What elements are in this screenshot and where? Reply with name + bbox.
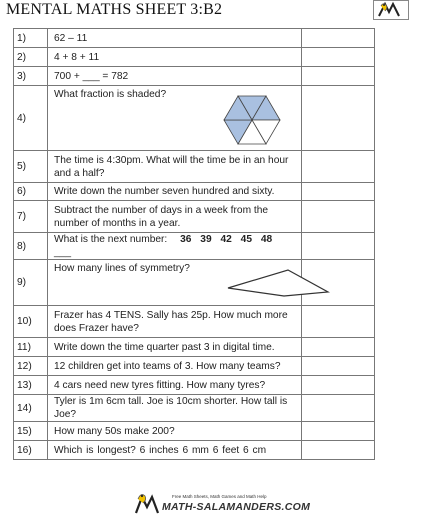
answer-box[interactable] — [302, 338, 375, 357]
salamander-logo-icon — [373, 0, 409, 20]
footer-site-name: MATH-SALAMANDERS.COM — [162, 501, 311, 513]
question-number: 8) — [14, 233, 48, 260]
question-cell — [48, 86, 302, 151]
worksheet-title: MENTAL MATHS SHEET 3:B2 — [6, 1, 223, 18]
question-cell — [48, 233, 302, 260]
question-text: 700 + ___ = 782 — [48, 67, 302, 86]
question-row — [14, 357, 375, 376]
question-text: 12 children get into teams of 3. How many teams? — [48, 357, 302, 376]
answer-box[interactable] — [302, 29, 375, 48]
question-number: 11) — [14, 338, 48, 357]
question-text: Write down the time quarter past 3 in digital time. — [48, 338, 302, 357]
sequence-number: 45 — [240, 234, 252, 245]
answer-box[interactable] — [302, 441, 375, 460]
question-number: 9) — [14, 260, 48, 306]
question-row — [14, 86, 375, 151]
question-row — [14, 151, 375, 183]
question-number: 16) — [14, 441, 48, 460]
question-text: Subtract the number of days in a week from the number of months in a year. — [48, 201, 302, 233]
question-text: Tyler is 1m 6cm tall. Joe is 10cm shorter. How tall is Joe? — [48, 395, 302, 422]
answer-box[interactable] — [302, 151, 375, 183]
question-row — [14, 441, 375, 460]
question-number: 4) — [14, 86, 48, 151]
question-number: 10) — [14, 306, 48, 338]
question-row — [14, 48, 375, 67]
question-number: 7) — [14, 201, 48, 233]
question-row — [14, 338, 375, 357]
question-number: 2) — [14, 48, 48, 67]
question-text: The time is 4:30pm. What will the time be in an hour and a half? — [48, 151, 302, 183]
answer-box[interactable] — [302, 48, 375, 67]
question-text: Which is longest? 6 inches 6 mm 6 feet 6 cm — [48, 441, 302, 460]
footer-tagline: Free Math Sheets, Math Games and Math Help — [172, 494, 267, 499]
question-row — [14, 233, 375, 260]
question-row — [14, 376, 375, 395]
sequence-number: 48 — [260, 234, 273, 245]
hexagon-figure — [220, 92, 284, 148]
question-row — [14, 422, 375, 441]
question-row — [14, 183, 375, 201]
sequence-blank: ___ — [54, 247, 71, 258]
question-row — [14, 395, 375, 422]
sequence-number: 42 — [220, 234, 232, 245]
question-number: 15) — [14, 422, 48, 441]
kite-shape-figure — [226, 268, 330, 298]
question-text: Frazer has 4 TENS. Sally has 25p. How much more does Frazer have? — [48, 306, 302, 338]
question-row — [14, 260, 375, 306]
question-cell — [48, 260, 302, 306]
question-number: 3) — [14, 67, 48, 86]
question-text: 62 – 11 — [48, 29, 302, 48]
question-row — [14, 29, 375, 48]
question-row — [14, 201, 375, 233]
answer-box[interactable] — [302, 376, 375, 395]
question-text: 4 + 8 + 11 — [48, 48, 302, 67]
question-number: 14) — [14, 395, 48, 422]
question-number: 1) — [14, 29, 48, 48]
question-text: How many 50s make 200? — [48, 422, 302, 441]
question-text: Write down the number seven hundred and sixty. — [48, 183, 302, 201]
answer-box[interactable] — [302, 422, 375, 441]
question-number: 5) — [14, 151, 48, 183]
question-text: What fraction is shaded? — [54, 89, 167, 100]
answer-box[interactable] — [302, 233, 375, 260]
answer-box[interactable] — [302, 67, 375, 86]
answer-box[interactable] — [302, 183, 375, 201]
question-text: How many lines of symmetry? — [54, 263, 190, 274]
question-number: 12) — [14, 357, 48, 376]
answer-box[interactable] — [302, 201, 375, 233]
sequence-number: 36 — [180, 234, 192, 245]
answer-box[interactable] — [302, 395, 375, 422]
question-row — [14, 67, 375, 86]
question-number: 13) — [14, 376, 48, 395]
questions-table — [13, 28, 375, 460]
answer-box[interactable] — [302, 86, 375, 151]
question-row — [14, 306, 375, 338]
answer-box[interactable] — [302, 306, 375, 338]
question-text: What is the next number: — [54, 234, 168, 245]
question-number: 6) — [14, 183, 48, 201]
question-text: 4 cars need new tyres fitting. How many tyres? — [48, 376, 302, 395]
sequence-number: 39 — [200, 234, 212, 245]
answer-box[interactable] — [302, 357, 375, 376]
